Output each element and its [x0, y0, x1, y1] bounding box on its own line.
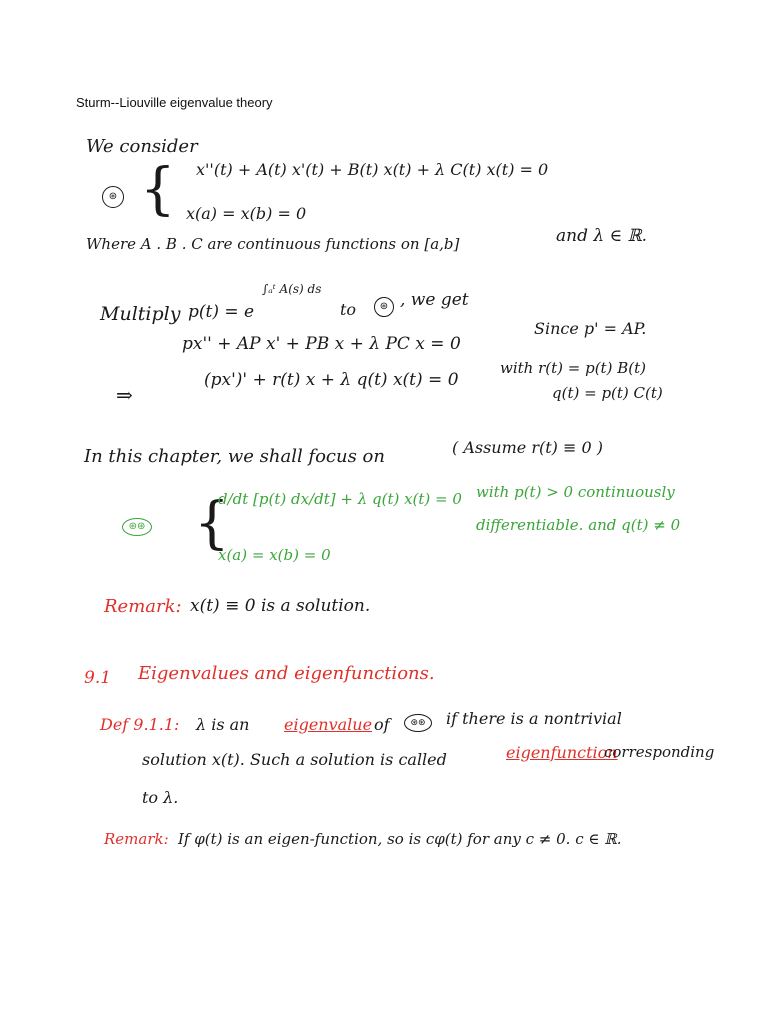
- system-brace: {: [140, 157, 176, 222]
- r-definition: with r(t) = p(t) B(t): [500, 359, 646, 377]
- trivial-solution-remark: x(t) ≡ 0 is a solution.: [190, 596, 371, 616]
- remark-label: Remark:: [104, 596, 182, 617]
- green-system-brace: {: [194, 491, 230, 556]
- where-line: Where A . B . C are continuous functions on [a,b]: [86, 235, 460, 253]
- we-get-text: , we get: [400, 290, 469, 310]
- q-definition: q(t) = p(t) C(t): [552, 384, 663, 402]
- remark-label-2: Remark:: [104, 830, 169, 848]
- ode-equation: x''(t) + A(t) x'(t) + B(t) x(t) + λ C(t) x(t) = 0: [196, 160, 549, 179]
- definition-text-a: λ is an: [196, 715, 250, 734]
- assume-note: ( Assume r(t) ≡ 0 ): [452, 438, 603, 457]
- definition-text-c: if there is a nontrivial: [446, 709, 622, 728]
- double-star-marker: ⊛⊛: [122, 518, 152, 536]
- star-reference: ⊛: [374, 297, 394, 317]
- equation-star-marker: ⊛: [102, 186, 124, 208]
- eigenvalue-term: eigenvalue: [284, 715, 373, 734]
- boundary-conditions: x(a) = x(b) = 0: [186, 204, 307, 223]
- green-boundary-conditions: x(a) = x(b) = 0: [218, 546, 331, 564]
- self-adjoint-equation: (px')' + r(t) x + λ q(t) x(t) = 0: [204, 370, 459, 390]
- multiplied-equation: px'' + AP x' + PB x + λ PC x = 0: [182, 334, 461, 354]
- section-number: 9.1: [84, 668, 112, 688]
- definition-text-f: to λ.: [142, 788, 179, 807]
- double-star-reference: ⊛⊛: [404, 714, 432, 732]
- p-exponent: ∫ₐᵗ A(s) ds: [262, 282, 322, 296]
- p-definition: p(t) = e: [188, 302, 255, 322]
- eigenfunction-scaling-remark: If φ(t) is an eigen-function, so is cφ(t) for any c ≠ 0. c ∈ ℝ.: [178, 830, 622, 848]
- to-text: to: [340, 300, 357, 319]
- since-text: Since p' = AP.: [534, 319, 647, 338]
- section-title: Eigenvalues and eigenfunctions.: [138, 663, 435, 684]
- definition-label: Def 9.1.1:: [100, 715, 180, 734]
- condition-line-1: with p(t) > 0 continuously: [476, 483, 675, 501]
- eigenfunction-term: eigenfunction: [506, 743, 618, 762]
- implies-arrow: ⇒: [116, 383, 133, 407]
- condition-line-2: differentiable. and q(t) ≠ 0: [476, 516, 681, 534]
- lambda-real-text: and λ ∈ ℝ.: [556, 226, 648, 246]
- multiply-label: Multiply: [100, 303, 181, 325]
- we-consider-text: We consider: [86, 136, 198, 157]
- definition-text-e: corresponding: [604, 743, 715, 761]
- sturm-liouville-equation: d/dt [p(t) dx/dt] + λ q(t) x(t) = 0: [218, 490, 462, 508]
- focus-line: In this chapter, we shall focus on: [84, 446, 385, 467]
- page-title: Sturm--Liouville eigenvalue theory: [76, 95, 273, 110]
- definition-text-d: solution x(t). Such a solution is called: [142, 750, 447, 769]
- definition-text-b: of: [374, 715, 390, 734]
